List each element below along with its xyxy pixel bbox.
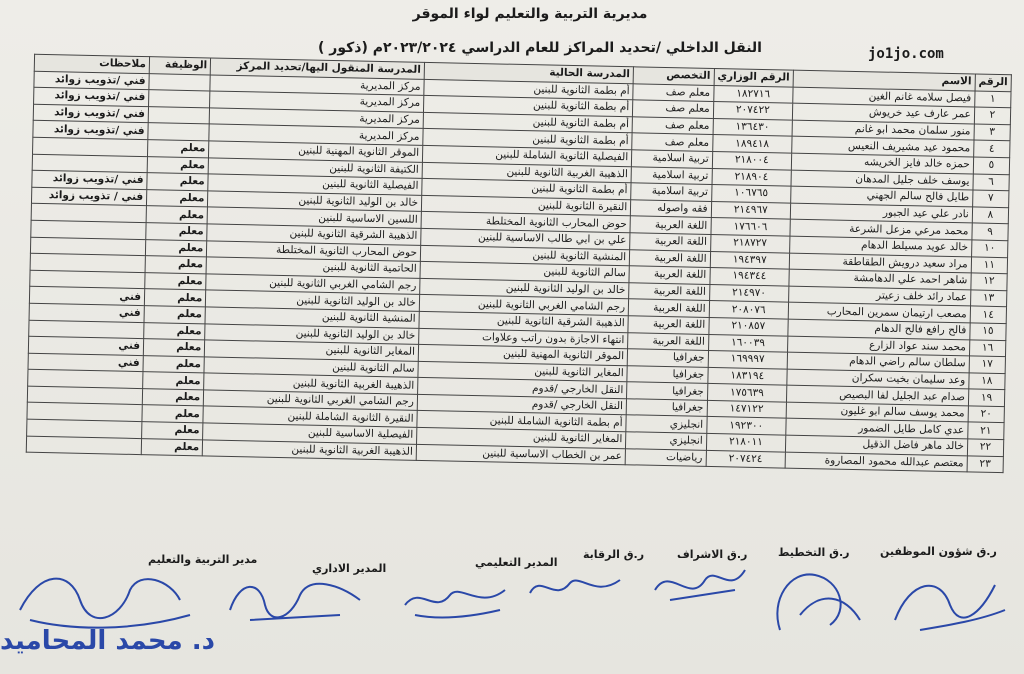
cell-current: خالد بن الوليد الثانوية للبنين	[420, 278, 629, 299]
cell-num: ١٤	[970, 306, 1007, 323]
cell-name: نادر علي عيد الجبور	[790, 203, 972, 223]
sig-title-staff-affairs: ر.ق شؤون الموظفين	[880, 545, 997, 558]
cell-id: ٢١٤٩٦٧	[711, 201, 791, 219]
cell-job: معلم	[147, 173, 209, 191]
cell-dest: الموقر الثانوية المهنية للبنين	[209, 141, 423, 162]
cell-name: معتصم عبدالله محمود المصاروة	[785, 452, 967, 472]
cell-name: شاهر احمد علي الدهامشة	[789, 269, 971, 289]
cell-name: يوسف خلف جليل المدهان	[791, 170, 973, 190]
watermark: jo1jo.com	[868, 46, 944, 62]
cell-spec: تربية اسلامية	[632, 150, 713, 168]
cell-spec: اللغة العربية	[628, 332, 709, 350]
cell-current: سالم الثانوية للبنين	[420, 262, 629, 283]
col-header-job: الوظيفة	[149, 57, 211, 75]
cell-job: معلم	[146, 223, 208, 241]
cell-id: ١٣٦٤٣٠	[713, 118, 793, 136]
cell-note: فني /تذويب زوائد	[32, 170, 147, 189]
cell-job	[149, 73, 211, 91]
sig-title-planning: ر.ق التخطيط	[778, 546, 850, 559]
cell-dest: سالم الثانوية للبنين	[204, 357, 418, 378]
cell-dest: رجم الشامي الغربي الثانوية للبنين	[206, 274, 420, 295]
cell-current: أم بطمة الثانوية للبنين	[423, 96, 632, 117]
cell-spec: فقه واصوله	[631, 200, 712, 218]
cell-num: ١٢	[971, 273, 1008, 290]
cell-current: الموقر الثانوية المهنية للبنين	[418, 344, 627, 365]
transfer-table	[26, 54, 1012, 474]
cell-current: النقيرة الثانوية للبنين	[421, 195, 630, 216]
cell-note: فني	[28, 353, 143, 372]
cell-spec: تربية اسلامية	[631, 166, 712, 184]
cell-name: حمزه خالد فايز الخريشه	[791, 153, 973, 173]
cell-dest: خالد بن الوليد الثانوية للبنين	[208, 191, 422, 212]
cell-dest: رجم الشامي الغربي الثانوية للبنين	[204, 390, 418, 411]
cell-name: محمود عيد مشيريف النعيس	[792, 137, 974, 157]
sig-title-director: مدير التربية والتعليم	[148, 553, 258, 566]
cell-name: محمد يوسف سالم ابو غليون	[786, 402, 968, 422]
cell-num: ١٧	[969, 356, 1006, 373]
cell-name: محمد سند عواد الزارع	[787, 336, 969, 356]
sig-title-edu-director: المدير التعليمي	[475, 556, 558, 569]
cell-job: معلم	[145, 272, 207, 290]
cell-note: فني	[29, 303, 144, 322]
cell-spec: معلم صف	[633, 83, 714, 101]
cell-job: معلم	[142, 422, 204, 440]
cell-note: فني /تذويب زوائد	[34, 71, 149, 90]
cell-job	[149, 90, 211, 108]
cell-current: المغاير الثانوية للبنين	[418, 361, 627, 382]
cell-job: معلم	[142, 388, 204, 406]
cell-job: معلم	[144, 322, 206, 340]
cell-note: فني	[29, 287, 144, 306]
cell-dest: الفيصلية الثانوية للبنين	[208, 174, 422, 195]
cell-current: الذهيبة الغربية الثانوية للبنين	[422, 162, 631, 183]
cell-note: فني /تذويب زوائد	[33, 121, 148, 140]
cell-id: ١٧٦٦٠٦	[711, 218, 791, 236]
cell-dest: حوض المحارب الثانوية المختلطة	[207, 240, 421, 261]
cell-spec: اللغة العربية	[629, 282, 710, 300]
cell-spec: جغرافيا	[627, 382, 708, 400]
cell-num: ٩	[972, 223, 1009, 240]
cell-id: ١٤٧١٢٢	[707, 400, 787, 418]
cell-dest: الفيصلية الاساسية للبنين	[203, 423, 417, 444]
cell-current: الذهيبة الشرقية الثانوية للبنين	[419, 311, 628, 332]
cell-current: الفيصلية الثانوية الشاملة للبنين	[422, 145, 631, 166]
cell-job: معلم	[143, 339, 205, 357]
oversight-signature	[650, 560, 750, 610]
cell-name: محمد مرعي مزعل الشرعة	[790, 219, 972, 239]
cell-spec: معلم صف	[633, 100, 714, 118]
cell-num: ٧	[972, 190, 1009, 207]
cell-current: النقل الخارجي /قدوم	[418, 378, 627, 399]
cell-dest: الذهيبة الشرقية الثانوية للبنين	[207, 224, 421, 245]
cell-job: معلم	[142, 405, 204, 423]
cell-dest: الحاتمية الثانوية للبنين	[206, 257, 420, 278]
cell-num: ١١	[971, 256, 1008, 273]
cell-current: انتهاء الاجازة بدون راتب وعلاوات	[419, 328, 628, 349]
cell-num: ٨	[972, 207, 1009, 224]
cell-spec: اللغة العربية	[628, 316, 709, 334]
cell-num: ١	[975, 91, 1012, 108]
cell-id: ٢١٨٩٠٤	[712, 168, 792, 186]
cell-id: ٢١٨٧٢٧	[710, 234, 790, 252]
cell-job	[148, 106, 210, 124]
cell-dest: الكتيفة الثانوية للبنين	[208, 158, 422, 179]
cell-current: المغاير الثانوية للبنين	[417, 427, 626, 448]
cell-spec: جغرافيا	[627, 349, 708, 367]
col-header-spec: التخصص	[633, 67, 714, 85]
cell-name: عدي كامل طايل الضمور	[786, 419, 968, 439]
planning-signature	[760, 560, 870, 640]
cell-id: ٢١٤٩٧٠	[709, 284, 789, 302]
cell-current: علي بن ابي طالب الاساسية للبنين	[421, 228, 630, 249]
official-stamp: د. محمد المحاميد	[0, 626, 215, 656]
cell-current: المنشية الثانوية للبنين	[420, 245, 629, 266]
cell-dest: الذهيبة الغربية الثانوية للبنين	[202, 440, 416, 461]
cell-id: ٢١٠٨٥٧	[709, 317, 789, 335]
cell-id: ١٩٤٣٩٧	[710, 251, 790, 269]
cell-dest: المغاير الثانوية للبنين	[205, 340, 419, 361]
cell-name: مصعب ارتيمان سمرين المحارب	[788, 302, 970, 322]
cell-id: ١٩٤٣٤٤	[710, 268, 790, 286]
cell-note: فني / تذويب زوائد	[31, 187, 146, 206]
cell-job: معلم	[146, 189, 208, 207]
cell-name: فالح رافع فالح الدهام	[788, 319, 970, 339]
cell-num: ٦	[973, 174, 1010, 191]
cell-num: ٣	[974, 124, 1011, 141]
cell-job: معلم	[145, 239, 207, 257]
cell-note	[26, 436, 141, 455]
cell-dest: اللسين الاساسية للبنين	[207, 207, 421, 228]
cell-num: ١٠	[971, 240, 1008, 257]
cell-spec: تربية اسلامية	[631, 183, 712, 201]
cell-job: معلم	[144, 289, 206, 307]
supervision-signature	[525, 568, 625, 608]
cell-name: عماد رائد خلف زعيتر	[788, 286, 970, 306]
cell-num: ٢١	[968, 422, 1005, 439]
cell-spec: اللغة العربية	[630, 233, 711, 251]
cell-id: ١٨٢٧١٦	[713, 85, 793, 103]
cell-current: أم بطمة الثانوية للبنين	[423, 129, 632, 150]
cell-dest: المنشية الثانوية للبنين	[205, 307, 419, 328]
col-header-note: ملاحظات	[34, 54, 149, 73]
cell-name: عمر عارف عيد خريوش	[792, 103, 974, 123]
cell-id: ٢٠٧٤٢٤	[706, 450, 786, 468]
cell-num: ٢	[974, 107, 1011, 124]
cell-spec: جغرافيا	[627, 365, 708, 383]
col-header-dest: المدرسة المنقول اليها/تحديد المركز	[210, 58, 424, 79]
cell-name: فيصل سلامه غانم الغين	[793, 87, 975, 107]
cell-current: أم بطمة الثانوية للبنين	[422, 179, 631, 200]
cell-dest: مركز المديرية	[209, 108, 423, 129]
cell-num: ٢٠	[968, 406, 1005, 423]
cell-name: خالد عويد مسيلط الدهام	[790, 236, 972, 256]
cell-spec: اللغة العربية	[628, 299, 709, 317]
cell-name: مراد سعيد درويش الطقاطقة	[789, 253, 971, 273]
cell-job: معلم	[148, 140, 210, 158]
cell-note: فني /تذويب زوائد	[34, 87, 149, 106]
cell-note: فني /تذويب زوائد	[33, 104, 148, 123]
cell-job: معلم	[143, 355, 205, 373]
cell-dest: مركز المديرية	[209, 124, 423, 145]
cell-name: خالد ماهر فاضل الذقيل	[785, 435, 967, 455]
edu-director-signature	[400, 575, 510, 625]
cell-id: ١٧٥٦٣٩	[707, 384, 787, 402]
cell-name: وعد سليمان بخيت سكران	[787, 369, 969, 389]
cell-id: ١٨٣١٩٤	[707, 367, 787, 385]
cell-id: ٢٠٨٠٧٦	[709, 301, 789, 319]
col-header-current: المدرسة الحالية	[424, 62, 633, 83]
cell-current: أم بطمة الثانوية للبنين	[424, 79, 633, 100]
cell-id: ١٦٠٠٣٩	[708, 334, 788, 352]
cell-name: سلطان سالم راضي الدهام	[787, 352, 969, 372]
cell-spec: انجليزي	[626, 432, 707, 450]
cell-spec: انجليزي	[626, 415, 707, 433]
cell-num: ٤	[973, 140, 1010, 157]
cell-name: منور سلمان محمد ابو غانم	[792, 120, 974, 140]
sig-title-oversight: ر.ق الاشراف	[677, 548, 748, 561]
cell-name: طايل فالح سالم الجهني	[791, 186, 973, 206]
cell-spec: اللغة العربية	[630, 216, 711, 234]
cell-id: ١٨٩٤١٨	[712, 135, 792, 153]
cell-current: حوض المحارب الثانوية المختلطة	[421, 212, 630, 233]
cell-num: ١٩	[968, 389, 1005, 406]
cell-job: معلم	[147, 156, 209, 174]
cell-name: صدام عبد الجليل لفا البصيص	[786, 385, 968, 405]
cell-job: معلم	[143, 372, 205, 390]
sig-title-supervision: ر.ق الرقابة	[583, 548, 645, 561]
cell-id: ٢١٨٠١١	[706, 433, 786, 451]
sig-title-admin-director: المدير الاداري	[312, 562, 387, 575]
cell-dest: خالد بن الوليد الثانوية للبنين	[205, 323, 419, 344]
cell-spec: معلم صف	[632, 133, 713, 151]
cell-spec: رياضيات	[625, 448, 706, 466]
cell-id: ١٩٢٣٠٠	[706, 417, 786, 435]
cell-note: فني	[28, 336, 143, 355]
cell-current: النقل الخارجي /قدوم	[417, 394, 626, 415]
cell-dest: الذهيبة الغربية الثانوية للبنين	[204, 373, 418, 394]
col-header-num: الرقم	[975, 74, 1012, 91]
cell-current: عمر بن الخطاب الاساسية للبنين	[416, 444, 625, 465]
cell-job: معلم	[141, 438, 203, 456]
cell-job	[148, 123, 210, 141]
cell-dest: خالد بن الوليد الثانوية للبنين	[206, 290, 420, 311]
admin-director-signature	[220, 570, 370, 630]
cell-dest: مركز المديرية	[210, 75, 424, 96]
col-header-name: الاسم	[793, 70, 975, 90]
cell-id: ١٦٩٩٩٧	[708, 351, 788, 369]
cell-id: ٢١٨٠٠٤	[712, 151, 792, 169]
cell-num: ٢٢	[967, 439, 1004, 456]
cell-dest: النقيرة الثانوية الشاملة للبنين	[203, 406, 417, 427]
document-subtitle: النقل الداخلي /تحديد المراكز للعام الدراسي ٢٠٢٣/٢٠٢٤م (ذكور )	[318, 40, 762, 56]
cell-spec: اللغة العربية	[629, 249, 710, 267]
cell-num: ٥	[973, 157, 1010, 174]
cell-current: أم بطمة الثانوية الشاملة للبنين	[417, 411, 626, 432]
directorate-title: مديرية التربية والتعليم لواء الموقر	[412, 6, 648, 22]
staff-affairs-signature	[880, 560, 1010, 640]
cell-current: رجم الشامي الغربي الثانوية للبنين	[419, 295, 628, 316]
cell-num: ١٦	[969, 339, 1006, 356]
cell-job: معلم	[146, 206, 208, 224]
cell-dest: مركز المديرية	[210, 91, 424, 112]
cell-num: ٢٣	[967, 456, 1004, 473]
cell-spec: جغرافيا	[626, 399, 707, 417]
col-header-id: الرقم الوزاري	[714, 69, 794, 87]
cell-id: ٢٠٧٤٢٢	[713, 102, 793, 120]
table-body	[26, 71, 1011, 473]
cell-current: أم بطمة الثانوية للبنين	[423, 112, 632, 133]
cell-id: ١٠٦٧٦٥	[711, 185, 791, 203]
cell-num: ١٥	[970, 323, 1007, 340]
cell-num: ١٨	[969, 373, 1006, 390]
cell-spec: معلم صف	[632, 117, 713, 135]
cell-job: معلم	[144, 306, 206, 324]
cell-spec: اللغة العربية	[629, 266, 710, 284]
cell-job: معلم	[145, 256, 207, 274]
cell-num: ١٣	[970, 290, 1007, 307]
